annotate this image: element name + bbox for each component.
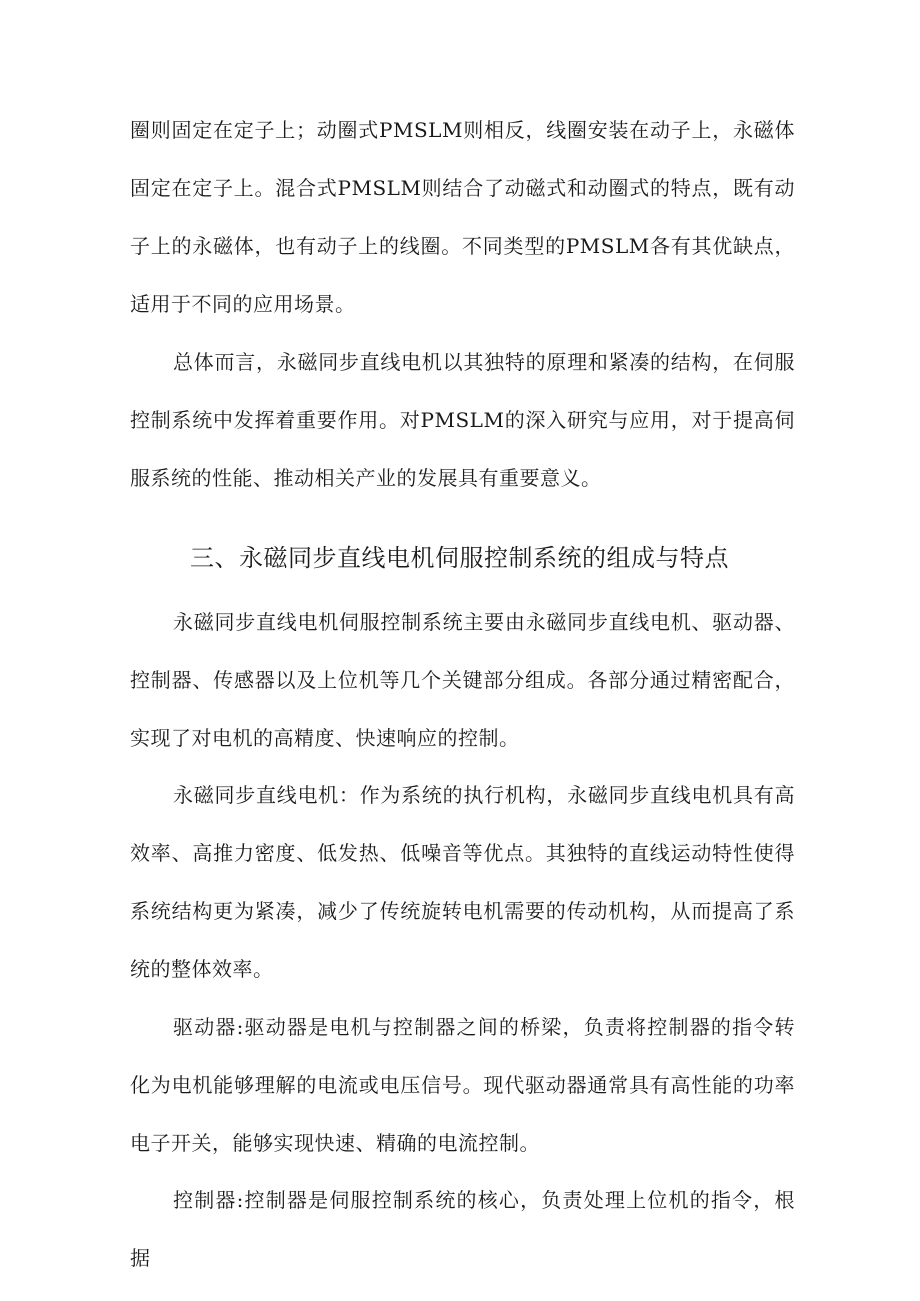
paragraph-summary: 总体而言，永磁同步直线电机以其独特的原理和紧凑的结构，在伺服控制系统中发挥着重要作用。对PMSLM的深入研究与应用，对于提高伺服系统的性能、推动相关产业的发展具有重要意义。 [130, 350, 795, 490]
paragraph-pmslm-types: 圈则固定在定子上；动圈式PMSLM则相反，线圈安装在动子上，永磁体固定在定子上。混合式PMSLM则结合了动磁式和动圈式的特点，既有动子上的永磁体，也有动子上的线圈。不同类型的PMSLM各有其优缺点，适用于不同的应用场景。 [130, 118, 795, 316]
paragraph-controller: 控制器:控制器是伺服控制系统的核心，负责处理上位机的指令，根据 [130, 1188, 795, 1270]
section-heading: 三、永磁同步直线电机伺服控制系统的组成与特点 [190, 544, 729, 572]
paragraph-driver: 驱动器:驱动器是电机与控制器之间的桥梁，负责将控制器的指令转化为电机能够理解的电流或电压信号。现代驱动器通常具有高性能的功率电子开关，能够实现快速、精确的电流控制。 [130, 1015, 795, 1155]
paragraph-motor: 永磁同步直线电机：作为系统的执行机构，永磁同步直线电机具有高效率、高推力密度、低发热、低噪音等优点。其独特的直线运动特性使得系统结构更为紧凑，减少了传统旋转电机需要的传动机构，从而提高了系统的整体效率。 [130, 783, 795, 981]
paragraph-system-composition: 永磁同步直线电机伺服控制系统主要由永磁同步直线电机、驱动器、控制器、传感器以及上位机等几个关键部分组成。各部分通过精密配合，实现了对电机的高精度、快速响应的控制。 [130, 610, 795, 750]
